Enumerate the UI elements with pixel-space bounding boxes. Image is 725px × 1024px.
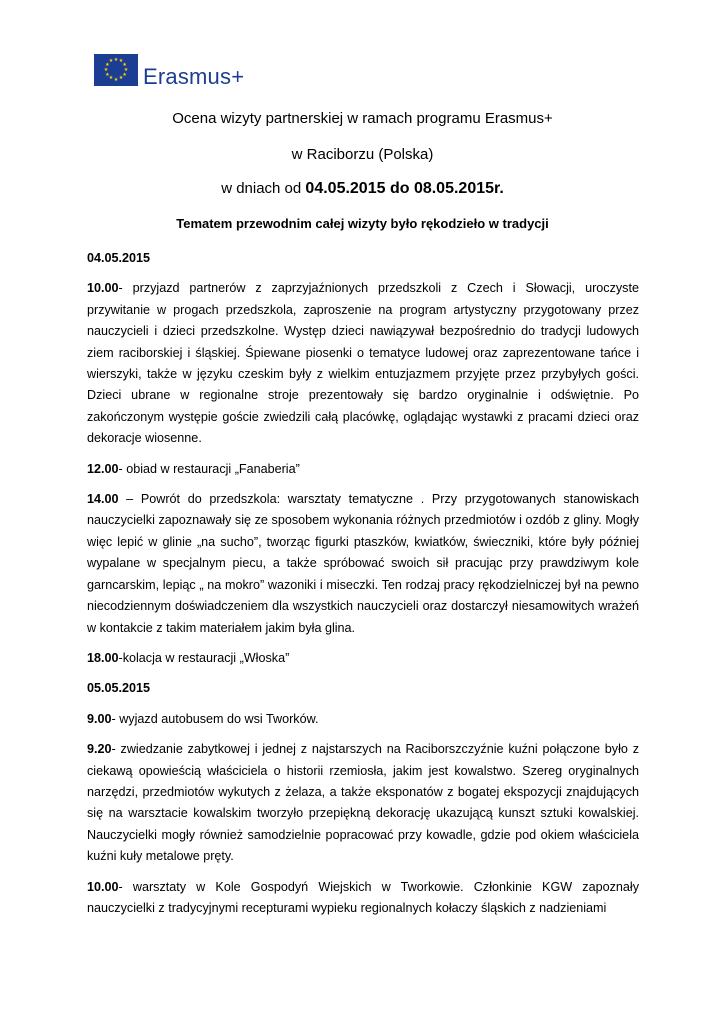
schedule-paragraph (87, 739, 639, 867)
erasmus-logo (94, 50, 244, 90)
star-icon: ★ (122, 71, 127, 78)
schedule-paragraph (87, 648, 639, 669)
star-icon: ★ (118, 57, 124, 64)
title-dates: 04.05.2015 do 08.05.2015r. (305, 180, 504, 197)
star-icon: ★ (122, 61, 127, 68)
star-icon: ★ (105, 61, 110, 68)
schedule-paragraph (87, 459, 639, 480)
paragraph-text: -kolacja w restauracji „Włoska” (118, 650, 290, 665)
paragraph-text: - warsztaty w Kole Gospodyń Wiejskich w Tworkowie. Członkinie KGW zapoznały nauczycielki z tradycyjnymi recepturami wypieku regionalnych kołaczy śląskich z nadzieniami (87, 879, 639, 915)
time-label: 9.20 (87, 742, 112, 757)
star-icon: ★ (103, 66, 109, 73)
logo-text: Erasmus+ (143, 64, 245, 89)
schedule-paragraph (87, 877, 639, 920)
time-label: 10.00 (87, 281, 119, 296)
time-label: 10.00 (87, 879, 119, 894)
doc-title-line3 (0, 180, 725, 198)
schedule-paragraph (87, 278, 639, 449)
schedule-paragraph (87, 709, 639, 730)
star-icon: ★ (118, 75, 124, 82)
star-icon: ★ (113, 56, 119, 63)
schedule-paragraph (87, 489, 639, 639)
doc-title-line1: Ocena wizyty partnerskiej w ramach programu Erasmus+ (172, 110, 553, 127)
doc-title-line2: w Raciborzu (Polska) (291, 146, 434, 163)
star-icon: ★ (123, 66, 129, 73)
date-label: 04.05.2015 (87, 251, 151, 265)
time-label: 9.00 (87, 711, 112, 726)
paragraph-text: – Powrót do przedszkola: warsztaty tematyczne . Przy przygotowanych stanowiskach nauczycielki zapoznawały się ze sposobem wykonania różnych przedmiotów i ozdób z gliny. Mogły więc lepić w glinie „na sucho”, tworząc figurki ptaszków, kwiatków, świeczniki, które były później wypalane w specjalnym piecu, a także spróbować swoich sił pracując przy prawdziwym kole garncarskim, lepiąc „ na mokro” wazoniki i miseczki. Ten rodzaj pracy rękodzielniczej był na pewno niecodziennym doświadczeniem dla wszystkich nauczycieli oraz dostarczył niesamowitych wrażeń w kontakcie z takim materiałem jakim była glina. (87, 492, 639, 635)
star-icon: ★ (113, 76, 119, 83)
time-label: 12.00 (87, 461, 119, 476)
time-label: 18.00 (87, 650, 119, 665)
paragraph-text: - zwiedzanie zabytkowej i jednej z najstarszych na Raciborszczyźnie kuźni połączone było z ciekawą opowieścią właściciela o historii rzemiosła, jakim jest kowalstwo. Szereg oryginalnych narzędzi, przedmiotów wykutych z żelaza, a także eksponatów z bogatej ekspozycji znajdujących się na warsztacie kowalskim tworzyło przepiękną dekorację ukazującą kunszt sztuki kowalskiej. Nauczycielki mogły również samodzielnie popracować przy kowadle, gdzie pod okiem właściciela kuźni kuły metalowe pręty. (87, 742, 639, 864)
paragraph-text: - obiad w restauracji „Fanaberia” (118, 461, 300, 476)
paragraph-text: - przyjazd partnerów z zaprzyjaźnionych przedszkoli z Czech i Słowacji, uroczyste przywitanie w progach przedszkola, zaproszenie na program artystyczny przygotowany przez nauczycieli i dzieci przedszkolne. Występ dzieci nawiązywał bezpośrednio do tradycji ludowych ziem raciborskiej i śląskiej. Śpiewane piosenki o tematyce ludowej oraz zaprezentowane tańce i wierszyki, także w języku czeskim były z wielkim entuzjazmem przyjęte przez przybyłych gości. Dzieci ubrane w regionalne stroje prezentowały się bardzo oryginalnie i odświętnie. Po zakończonym występie goście zwiedzili całą placówkę, oglądając wystawki z pracami dzieci oraz dekoracje wiosenne. (87, 281, 639, 446)
star-icon: ★ (105, 71, 110, 78)
time-label: 14.00 (87, 492, 119, 507)
date-heading (87, 678, 639, 699)
title-prefix: w dniach od (221, 180, 306, 197)
star-icon: ★ (108, 57, 114, 64)
date-label: 05.05.2015 (87, 681, 151, 696)
doc-body (87, 248, 639, 928)
eu-flag-icon (94, 54, 138, 86)
date-heading (87, 248, 639, 269)
paragraph-text: - wyjazd autobusem do wsi Tworków. (111, 711, 319, 726)
star-icon: ★ (108, 75, 114, 82)
doc-subtitle: Tematem przewodnim całej wizyty było rękodzieło w tradycji (176, 216, 549, 231)
